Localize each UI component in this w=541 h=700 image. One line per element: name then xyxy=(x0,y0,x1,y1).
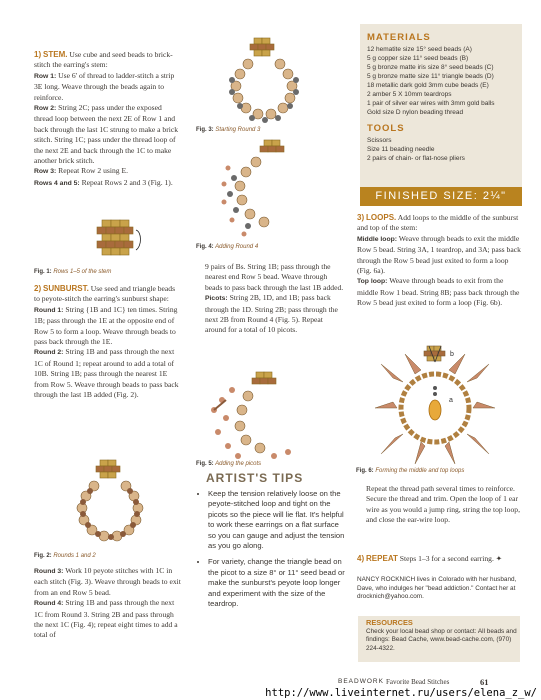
page-number: 61 xyxy=(480,677,489,687)
fig-caption-text: Rounds 1 and 2 xyxy=(51,553,96,559)
bio-text: NANCY ROCKNICH lives in Colorado with her husband, Dave, who indulges her "bead addiction." Contact her at drocknich@yahoo.com. xyxy=(357,576,517,601)
sunburst-step xyxy=(34,284,182,305)
row2 xyxy=(34,103,182,166)
round-text: String 1B and pass through the next 1C from Round 3. String 2B and pass through the next 1C (Fig. 4); repeat eight times to add a total of xyxy=(34,598,178,640)
materials-box xyxy=(360,24,522,206)
row45 xyxy=(34,178,182,189)
round2 xyxy=(34,347,182,400)
row-label: Row 1: xyxy=(34,72,57,80)
resources-box xyxy=(358,616,520,662)
fig-caption-text: Adding Round 4 xyxy=(213,244,259,250)
step-number: 3) xyxy=(357,213,365,222)
fig3-caption xyxy=(196,126,260,134)
row-label: Row 3: xyxy=(34,168,57,176)
fig6-label-b: b xyxy=(450,351,454,358)
tool-item: Scissors xyxy=(367,137,392,144)
fig-label: Fig. 3: xyxy=(196,127,214,133)
fig6-label-a: a xyxy=(449,397,453,404)
fig6-sunburst-illustration xyxy=(375,342,495,466)
left-column-3 xyxy=(34,566,184,641)
step-heading: STEM. xyxy=(43,50,68,59)
fig4-caption xyxy=(196,243,258,251)
fig3-ring-illustration xyxy=(226,36,306,126)
fig1-stem-illustration xyxy=(92,218,144,260)
watermark-url[interactable]: http://www.liveinternet.ru/users/elena_z_w/ xyxy=(265,687,537,699)
fig6-caption xyxy=(356,467,464,475)
material-item: 5 g copper size 11° seed beads (B) xyxy=(367,55,469,62)
material-item: 5 g bronze matte iris size 8° seed beads (C) xyxy=(367,64,494,71)
section-name: Favorite Bead Stitches xyxy=(386,678,450,686)
magazine-name: BEADWORK xyxy=(338,678,384,685)
step-heading: REPEAT xyxy=(366,554,398,563)
author-bio xyxy=(357,576,523,602)
tool-item: Size 11 beading needle xyxy=(367,146,435,153)
fig4-round4-illustration xyxy=(216,138,316,240)
round-label: Round 1: xyxy=(34,306,64,314)
step-text: Steps 1–3 for a second earring. ✦ xyxy=(397,554,503,563)
step-heading: SUNBURST. xyxy=(43,284,89,293)
artists-tips xyxy=(196,471,346,615)
loop-text: Weave through beads to exit the middle Row 5 bead. String 3A, 1 teardrop, and 3A; pass back through the Row 5 bead just exited to form a loop (Fig. 6a). xyxy=(357,233,521,276)
material-item: 5 g bronze matte size 11° triangle beads (D) xyxy=(367,73,494,80)
right-column xyxy=(357,213,523,309)
round-label: Round 2: xyxy=(34,349,64,357)
tip-item: • Keep the tension relatively loose on the peyote-stitched loop and tight on the picots so the piece will lie flat. It's helpful to work these earrings on a flat surface so you can gauge and adjust the tension as you go along. xyxy=(208,489,346,551)
round-text: String {1B and 1C} ten times. String 1B; pass through the 1E at the opposite end of Row 5 to form a loop. Weave through beads to pass back through the 1E. xyxy=(34,304,178,347)
resources-text: Check your local bead shop or contact: All beads and findings: Bead Cache, www.bead-cache.com, (970) 224-4322. xyxy=(366,627,517,652)
right-column-2 xyxy=(366,484,522,526)
round-label: Round 3: xyxy=(34,568,64,575)
row1 xyxy=(34,71,182,103)
step-heading: LOOPS. xyxy=(366,213,397,222)
fig-caption-text: Rows 1–5 of the stem xyxy=(51,269,112,275)
row-text: String 2C; pass under the exposed thread loop between the next 2E of Row 1 and back through the last 1C strung to make a brick stitch. String 1C; pass under the thread loop of the next 2E and back through the 1C to make another brick stitch. xyxy=(34,103,179,166)
tips-title: ARTIST'S TIPS xyxy=(206,471,304,485)
material-item: 18 metallic dark gold 3mm cube beads (E) xyxy=(367,82,489,89)
tools-title: TOOLS xyxy=(367,123,405,134)
fig2-caption xyxy=(34,552,96,560)
materials-title: MATERIALS xyxy=(367,32,431,43)
left-column xyxy=(34,50,182,189)
page-footer xyxy=(0,676,541,700)
row-text: Repeat Row 2 using E. xyxy=(56,166,128,176)
material-item: Gold size D nylon beading thread xyxy=(367,109,464,116)
loop-label: Top loop: xyxy=(357,278,388,286)
loops-step xyxy=(357,213,523,234)
repeat-step xyxy=(357,554,523,564)
step-text: Add loops to the middle of the sunburst and top of the stem: xyxy=(357,213,519,233)
fig-caption-text: Starting Round 3 xyxy=(213,127,261,133)
step-text: Use cube and seed beads to brick-stitch the earring's stem: xyxy=(34,50,173,70)
fig-label: Fig. 4: xyxy=(196,244,214,250)
loop-text: Weave through beads to exit from the middle Row 1 bead. String 8B; pass back through the Row 5 bead just exited to form a loop (Fig. 6b). xyxy=(357,276,520,308)
picots-label: Picots: xyxy=(205,295,228,303)
stem-step xyxy=(34,50,182,71)
fig1-caption xyxy=(34,268,111,276)
round1 xyxy=(34,305,182,348)
step-number: 1) xyxy=(34,50,42,59)
fig5-picots-illustration xyxy=(208,370,318,462)
step-text: Use seed and triangle beads to peyote-stitch the earring's sunburst shape: xyxy=(34,284,176,304)
picots xyxy=(205,293,345,336)
fig5-caption xyxy=(196,460,261,468)
tool-item: 2 pairs of chain- or flat-nose pliers xyxy=(367,155,465,162)
tip-item: • For variety, change the triangle bead on the picot to a size 8° or 11° seed bead or make the sunburst's peyote loop longer and experiment with the size of the teardrop. xyxy=(208,557,346,609)
middle-column xyxy=(205,262,345,336)
step-number: 2) xyxy=(34,284,42,293)
fig2-ring-illustration xyxy=(72,458,152,546)
picots-text: String 2B, 1D, and 1B; pass back through the 1D. String 2B; pass through the next 2B from Round 4 (Fig. 5). Repeat around for a total of 10 picots. xyxy=(205,293,338,335)
round4 xyxy=(34,598,184,641)
row-label: Rows 4 and 5: xyxy=(34,179,80,187)
fig-caption-text: Forming the middle and top loops xyxy=(373,468,465,474)
material-item: 1 pair of silver ear wires with 3mm gold balls xyxy=(367,100,495,107)
left-column-2 xyxy=(34,284,182,400)
row3 xyxy=(34,166,182,177)
round-label: Round 4: xyxy=(34,600,64,608)
fig-caption-text: Adding the picots xyxy=(213,461,262,467)
resources-title: RESOURCES xyxy=(366,618,413,627)
row-label: Row 2: xyxy=(34,105,57,113)
fig-label: Fig. 5: xyxy=(196,461,214,467)
reinforce-text: Repeat the thread path several times to reinforce. Secure the thread and trim. Open the loop of 1 ear wire as you would a jump ring, string the top loop, and close the ear-wire loop. xyxy=(366,484,520,525)
loop-label: Middle loop: xyxy=(357,235,398,243)
row-text: Use 6' of thread to ladder-stitch a strip 3E long. Weave through the beads again to reinforce. xyxy=(34,70,175,102)
material-item: 12 hematite size 15° seed beads (A) xyxy=(367,46,472,53)
round3 xyxy=(34,566,184,598)
round-text: Work 10 peyote stitches with 1C in each stitch (Fig. 3). Weave through beads to exit from an end Row 5 bead. xyxy=(34,566,181,597)
middle-loop xyxy=(357,234,523,277)
finished-size-banner: FINISHED SIZE: 2¼" xyxy=(360,187,522,206)
fig-label: Fig. 6: xyxy=(356,468,374,474)
top-loop xyxy=(357,276,523,308)
material-item: 2 amber 5 X 10mm teardrops xyxy=(367,91,452,98)
tips-list xyxy=(196,489,346,609)
step-number: 4) xyxy=(357,554,365,563)
fig-label: Fig. 2: xyxy=(34,553,52,559)
round4-continued: 9 pairs of Bs. String 1B; pass through the nearest end Row 5 bead. Weave through beads to pass back through the last 1B added. xyxy=(205,262,344,292)
row-text: Repeat Rows 2 and 3 (Fig. 1). xyxy=(79,177,173,187)
fig-label: Fig. 1: xyxy=(34,269,52,275)
round-text: String 1B and pass through the next 1C of Round 1; repeat around to add a total of 10B. String 1B; pass through the nearest 1E from Row 5. Weave through beads to pass back through the last 1B added (Fig. 2). xyxy=(34,347,179,400)
